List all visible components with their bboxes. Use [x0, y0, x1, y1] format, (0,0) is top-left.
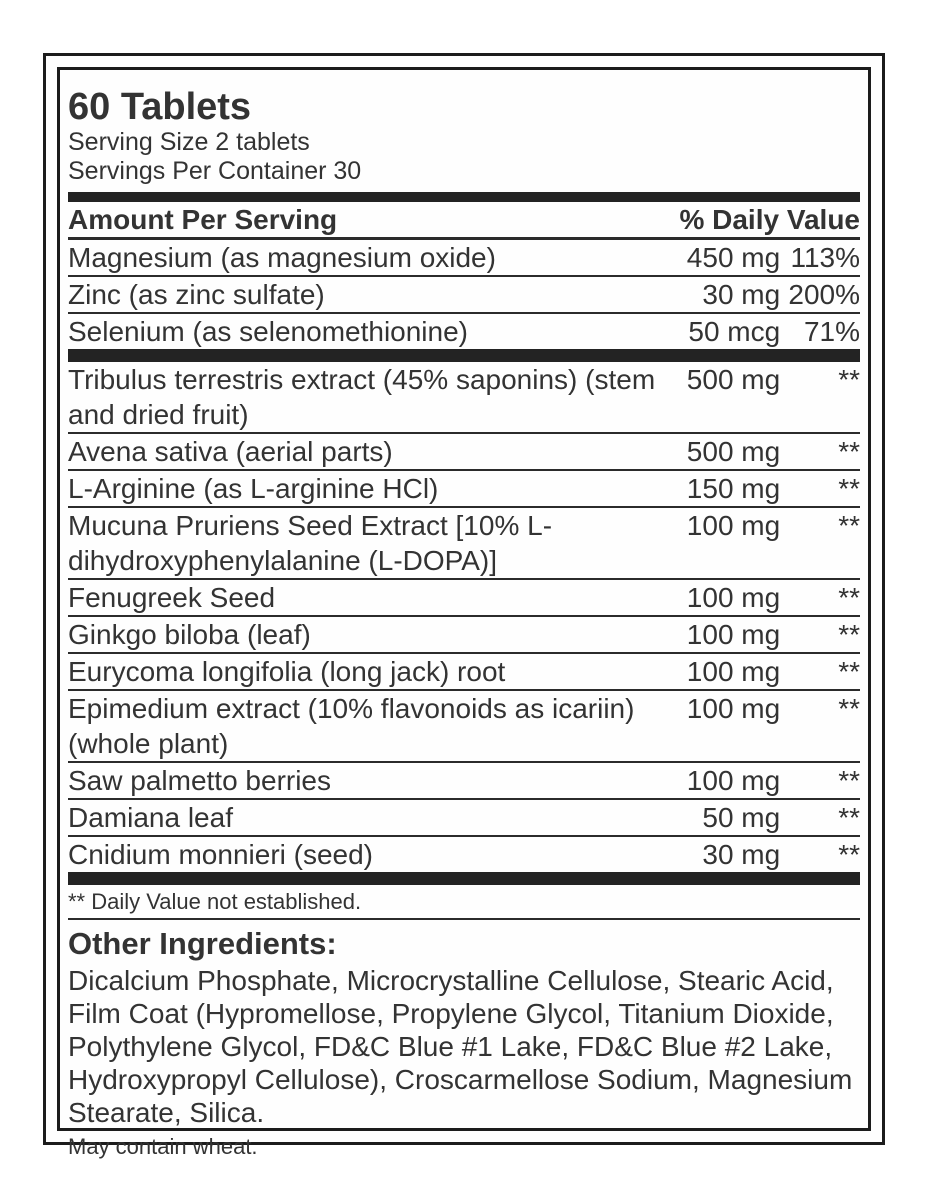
- ingredient-daily-value: **: [838, 619, 860, 650]
- table-row: [68, 800, 860, 837]
- table-row: [68, 471, 860, 508]
- table-row: [68, 763, 860, 800]
- ingredient-name: Magnesium (as magnesium oxide): [68, 242, 496, 273]
- ingredient-daily-value: 113%: [790, 242, 860, 273]
- table-row: [68, 434, 860, 471]
- ingredient-name: Avena sativa (aerial parts): [68, 436, 393, 467]
- table-header-row: [68, 202, 860, 240]
- table-row: [68, 314, 860, 349]
- ingredient-amount: 450 mg: [686, 242, 781, 273]
- other-ingredients-text: Dicalcium Phosphate, Microcrystalline Cellulose, Stearic Acid, Film Coat (Hypromellose, Propylene Glycol, Titanium Dioxide, Polythylene Glycol, FD&C Blue #1 Lake, FD&C Blue #2 Lake, Hydroxypropyl Cellulose), Croscarmellose Sodium, Magnesium Stearate, Silica.: [68, 965, 853, 1128]
- ingredient-daily-value: **: [838, 765, 860, 796]
- table-row: [68, 837, 860, 872]
- ingredient-amount: 50 mg: [702, 802, 781, 833]
- ingredient-daily-value: **: [838, 582, 860, 613]
- ingredient-daily-value: 200%: [788, 279, 860, 310]
- ingredient-name: Eurycoma longifolia (long jack) root: [68, 656, 506, 687]
- ingredient-amount: 30 mg: [702, 279, 781, 310]
- ingredient-name: Mucuna Pruriens Seed Extract [10% L-dihydroxyphenylalanine (L-DOPA)]: [68, 510, 553, 576]
- ingredient-name: Selenium (as selenomethionine): [68, 316, 468, 347]
- ingredient-name: Fenugreek Seed: [68, 582, 276, 613]
- ingredient-daily-value: **: [838, 473, 860, 504]
- ingredient-name: L-Arginine (as L-arginine HCl): [68, 473, 439, 504]
- allergen-note: May contain wheat.: [68, 1134, 258, 1159]
- table-row: [68, 508, 860, 580]
- ingredient-daily-value: **: [838, 436, 860, 467]
- ingredient-name: Zinc (as zinc sulfate): [68, 279, 325, 310]
- daily-value-header: % Daily Value: [679, 204, 860, 235]
- ingredient-name: Epimedium extract (10% flavonoids as icariin) (whole plant): [68, 693, 635, 759]
- table-row: [68, 691, 860, 763]
- supplement-label-outer-border: [43, 53, 885, 1159]
- ingredient-amount: 500 mg: [686, 436, 781, 467]
- tablet-count-title: 60 Tablets: [68, 86, 252, 128]
- supplement-label-panel: [57, 67, 871, 1159]
- divider-bar-middle: [68, 349, 860, 362]
- divider-bar-top: [68, 192, 860, 202]
- ingredient-amount: 500 mg: [686, 364, 781, 395]
- ingredient-name: Damiana leaf: [68, 802, 233, 833]
- ingredient-amount: 100 mg: [686, 765, 781, 796]
- ingredient-daily-value: 71%: [803, 316, 860, 347]
- ingredient-name: Saw palmetto berries: [68, 765, 332, 796]
- ingredient-name: Ginkgo biloba (leaf): [68, 619, 311, 650]
- ingredient-amount: 50 mcg: [688, 316, 781, 347]
- table-row: [68, 580, 860, 617]
- daily-value-footnote: ** Daily Value not established.: [68, 885, 860, 920]
- ingredient-daily-value: **: [838, 510, 860, 541]
- ingredient-name: Cnidium monnieri (seed): [68, 839, 374, 870]
- table-row: [68, 654, 860, 691]
- ingredient-daily-value: **: [838, 839, 860, 870]
- servings-per-container-text: Servings Per Container 30: [68, 157, 362, 185]
- ingredient-daily-value: **: [838, 802, 860, 833]
- ingredient-amount: 100 mg: [686, 619, 781, 650]
- table-row: [68, 617, 860, 654]
- other-ingredients-heading: Other Ingredients:: [68, 926, 337, 961]
- table-row: [68, 362, 860, 434]
- ingredient-name: Tribulus terrestris extract (45% saponins) (stem and dried fruit): [68, 364, 656, 430]
- ingredient-daily-value: **: [838, 656, 860, 687]
- serving-size-text: Serving Size 2 tablets: [68, 128, 310, 156]
- ingredient-amount: 150 mg: [686, 473, 781, 504]
- botanicals-section: [68, 362, 860, 872]
- ingredient-daily-value: **: [838, 364, 860, 395]
- amount-per-serving-header: Amount Per Serving: [68, 204, 338, 235]
- ingredient-amount: 100 mg: [686, 582, 781, 613]
- ingredient-amount: 100 mg: [686, 510, 781, 541]
- ingredient-daily-value: **: [838, 693, 860, 724]
- table-row: [68, 277, 860, 314]
- divider-bar-bottom: [68, 872, 860, 885]
- ingredient-amount: 30 mg: [702, 839, 781, 870]
- ingredient-amount: 100 mg: [686, 693, 781, 724]
- ingredient-amount: 100 mg: [686, 656, 781, 687]
- table-row: [68, 240, 860, 277]
- minerals-section: [68, 240, 860, 349]
